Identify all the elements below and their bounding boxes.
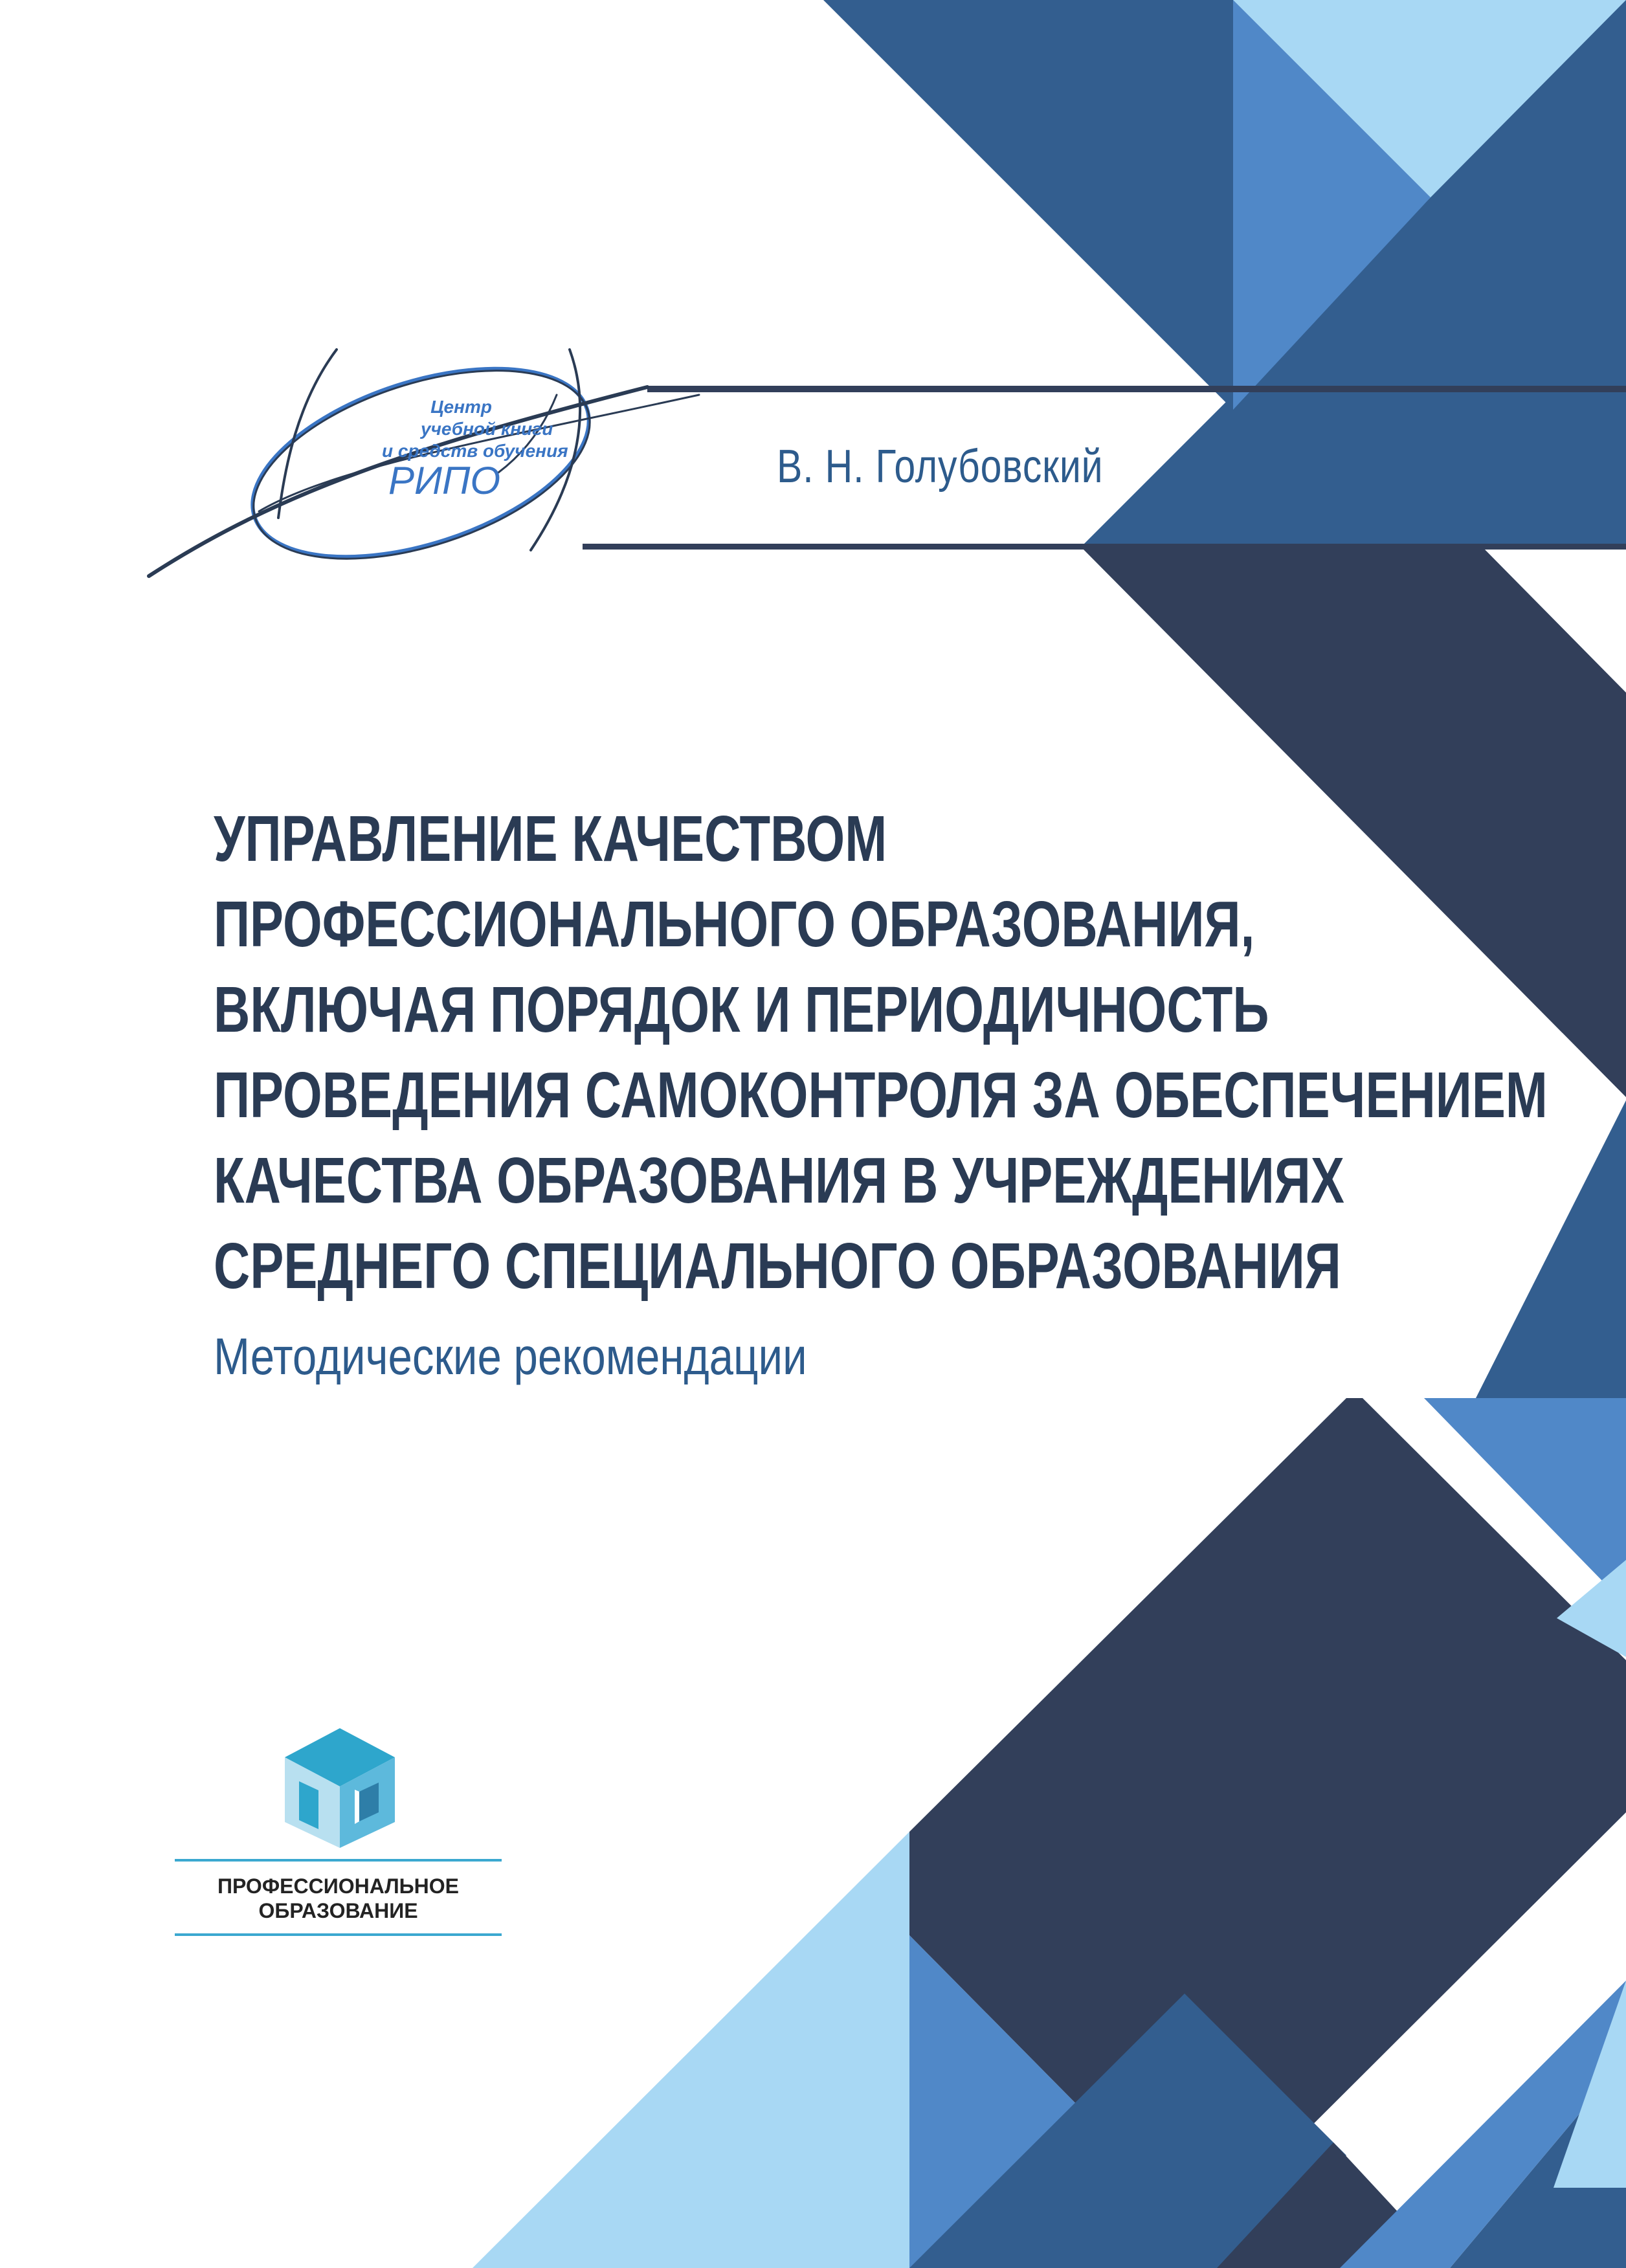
ripo-logo-line-2: учебной книги	[421, 419, 553, 439]
separator-line-bottom	[583, 544, 1626, 550]
author-name: В. Н. Голубовский	[777, 441, 1104, 493]
series-logo-line-1: ПРОФЕССИОНАЛЬНОЕ	[217, 1874, 459, 1898]
series-cube-logo	[285, 1728, 395, 1848]
book-title	[214, 796, 1548, 1309]
title-line: ПРОВЕДЕНИЯ САМОКОНТРОЛЯ ЗА ОБЕСПЕЧЕНИЕМ	[214, 1059, 1548, 1131]
series-logo-line-2: ОБРАЗОВАНИЕ	[258, 1899, 418, 1922]
series-logo-label	[175, 1874, 502, 1923]
dark-blue-square-left	[1081, 395, 1233, 547]
ripo-logo-line-3: и средств обучения	[382, 441, 568, 461]
title-line: ПРОФЕССИОНАЛЬНОГО ОБРАЗОВАНИЯ,	[214, 888, 1255, 961]
dark-blue-triangle-top	[823, 0, 1233, 410]
separator-line-top	[647, 386, 1626, 392]
series-logo-line-bottom	[175, 1933, 502, 1936]
title-line: УПРАВЛЕНИЕ КАЧЕСТВОМ	[214, 803, 887, 875]
light-blue-triangle-bottom-left	[473, 1832, 909, 2268]
title-line: ВКЛЮЧАЯ ПОРЯДОК И ПЕРИОДИЧНОСТЬ	[214, 973, 1269, 1046]
title-line: КАЧЕСТВА ОБРАЗОВАНИЯ В УЧРЕЖДЕНИЯХ	[214, 1144, 1344, 1217]
series-logo-line-top	[175, 1859, 502, 1862]
book-subtitle: Методические рекомендации	[214, 1328, 807, 1385]
title-line: СРЕДНЕГО СПЕЦИАЛЬНОГО ОБРАЗОВАНИЯ	[214, 1230, 1341, 1302]
ripo-logo-brand: РИПО	[388, 459, 501, 502]
